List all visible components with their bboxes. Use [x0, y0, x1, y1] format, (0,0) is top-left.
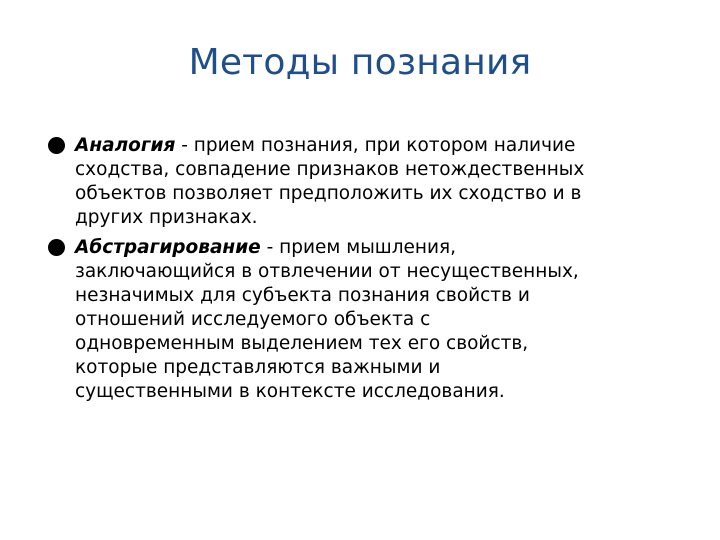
bullet-text: - прием познания, при котором наличие — [175, 135, 576, 156]
bullet-line: заключающийся в отвлечении от несущественных, — [75, 261, 579, 282]
bullet-line: существенными в контексте исследования. — [75, 381, 505, 402]
bullet-line — [75, 134, 688, 158]
bullet-item-analogy — [48, 134, 688, 230]
bullet-term: Абстрагирование — [75, 237, 261, 258]
bullet-dot-icon — [48, 137, 65, 154]
slide-title: Методы познания — [188, 42, 532, 83]
bullet-dot-icon — [48, 239, 65, 256]
bullet-line: которые представляются важными и — [75, 357, 441, 378]
bullet-list — [48, 134, 688, 410]
bullet-line: других признаках. — [75, 207, 258, 228]
bullet-line: незначимых для субъекта познания свойств и — [75, 285, 530, 306]
bullet-line: отношений исследуемого объекта с — [75, 309, 431, 330]
bullet-line: объектов позволяет предположить их сходство и в — [75, 183, 582, 204]
bullet-term: Аналогия — [75, 135, 176, 156]
bullet-item-abstraction — [48, 236, 688, 404]
bullet-line — [75, 236, 688, 260]
bullet-text: - прием мышления, — [260, 237, 457, 258]
bullet-line: одновременным выделением тех его свойств, — [75, 333, 529, 354]
bullet-line: сходства, совпадение признаков нетождественных — [75, 159, 585, 180]
